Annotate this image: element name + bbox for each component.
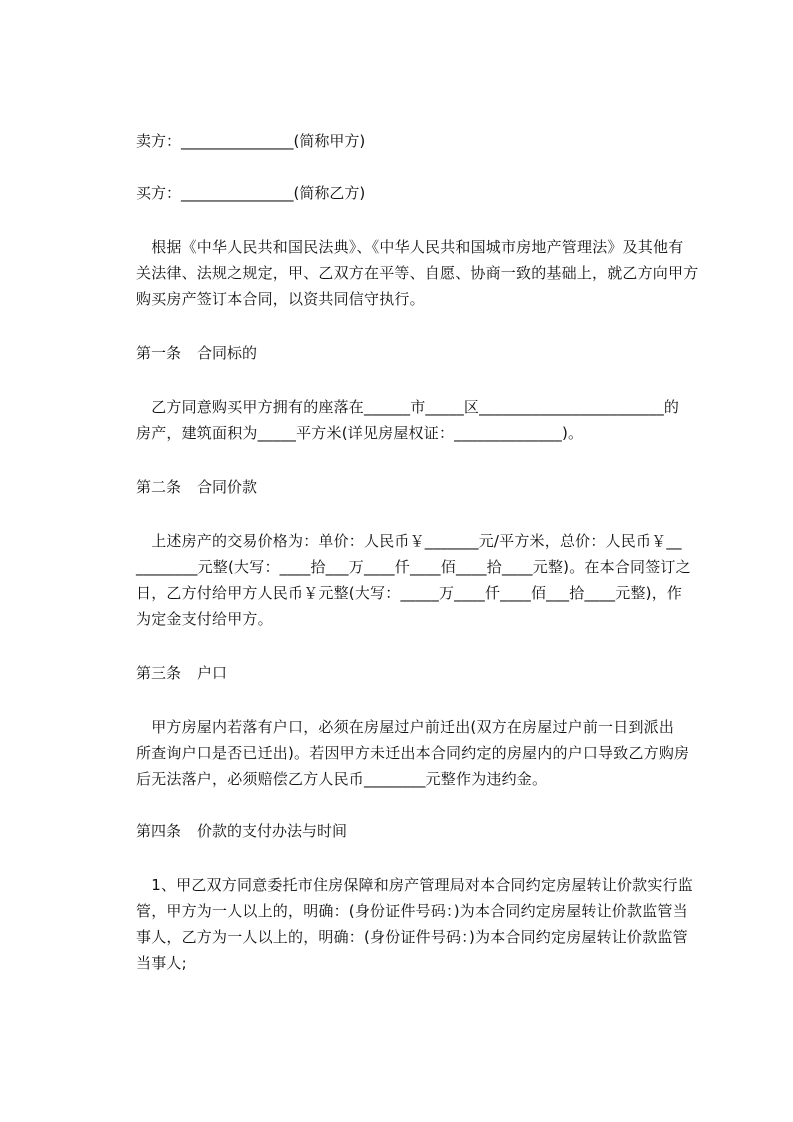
article4-line: 事人，乙方为一人以上的，明确：(身份证件号码：)为本合同约定房屋转让价款监管: [136, 928, 688, 946]
article1-number: 第一条: [136, 344, 182, 362]
preamble-line: 根据《中华人民共和国民法典》、《中华人民共和国城市房地产管理法》及其他有: [136, 238, 684, 256]
article4-line: 当事人;: [136, 954, 187, 972]
article1-paragraph: [136, 394, 706, 446]
article2-line: 上述房产的交易价格为：单价：人民币￥_______元/平方米，总价：人民币￥__: [136, 532, 682, 550]
preamble-line: 购买房产签订本合同，以资共同信守执行。: [136, 290, 425, 308]
article4-heading: [136, 818, 347, 844]
article4-line: 管，甲方为一人以上的，明确：(身份证件号码：)为本合同约定房屋转让价款监管当: [136, 902, 688, 920]
buyer-line: 买方：_______________(简称乙方): [136, 184, 366, 202]
preamble-paragraph: [136, 234, 706, 312]
article3-line: 后无法落户，必须赔偿乙方人民币________元整作为违约金。: [136, 770, 548, 788]
article4-title: 价款的支付办法与时间: [197, 822, 348, 840]
article2-heading: [136, 474, 257, 500]
article2-number: 第二条: [136, 478, 182, 496]
article3-heading: [136, 660, 227, 686]
article1-heading: [136, 340, 257, 366]
article2-title: 合同价款: [197, 478, 258, 496]
article3-title: 户口: [197, 664, 228, 682]
article3-line: 甲方房屋内若落有户口，必须在房屋过户前迁出(双方在房屋过户前一日到派出: [136, 718, 675, 736]
article2-line: 日，乙方付给甲方人民币￥元整(大写：_____万____仟____佰___拾____元整)，作: [136, 584, 683, 602]
article2-paragraph: [136, 528, 706, 632]
article1-line: 乙方同意购买甲方拥有的座落在______市_____区________________________的: [136, 398, 680, 416]
article2-line: 为定金支付给甲方。: [136, 610, 273, 628]
article2-line: ________元整(大写：____拾___万____仟____佰____拾____元整)。在本合同签订之: [136, 558, 691, 576]
article1-title: 合同标的: [197, 344, 258, 362]
article3-line: 所查询户口是否已迁出)。若因甲方未迁出本合同约定的房屋内的户口导致乙方购房: [136, 744, 690, 762]
article3-number: 第三条: [136, 664, 182, 682]
seller-line: 卖方：_______________(简称甲方): [136, 132, 366, 150]
article4-paragraph: [136, 872, 706, 976]
article3-paragraph: [136, 714, 706, 792]
article4-line: 1、甲乙双方同意委托市住房保障和房产管理局对本合同约定房屋转让价款实行监: [136, 876, 693, 894]
preamble-line: 关法律、法规之规定，甲、乙双方在平等、自愿、协商一致的基础上，就乙方向甲方: [136, 264, 699, 282]
article1-line: 房产，建筑面积为_____平方米(详见房屋权证：______________)。: [136, 424, 584, 442]
article4-number: 第四条: [136, 822, 182, 840]
